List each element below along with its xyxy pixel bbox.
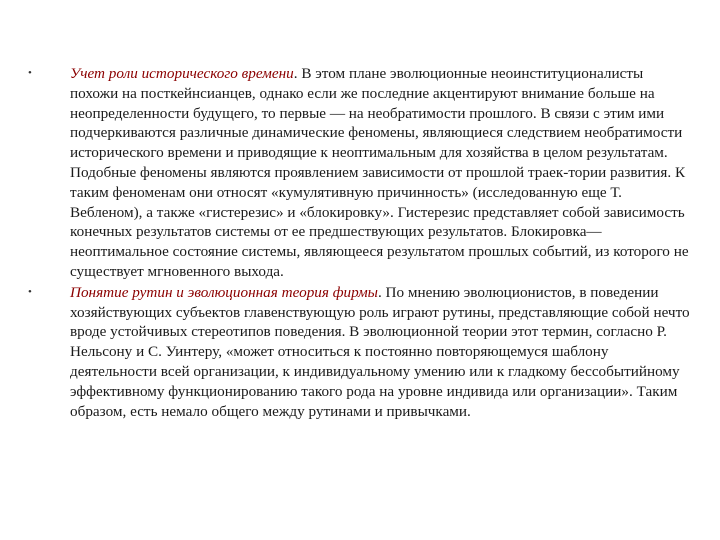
bullet-icon: • — [28, 67, 32, 79]
bullet-list — [28, 64, 690, 421]
bullet-text-historical-time: . В этом плане эволюционные неоинституционалисты похожи на посткейнсианцев, однако если же последние акцентируют внимание больше на неопределенности будущего, то первые — на необратимости прошлого. В связи с этим ими подчеркиваются различные динамические феномены, являющиеся следствием необратимости исторического времени и приводящие к неоптимальным для хозяйства в целом результатам. Подобные феномены являются проявлением зависимости от прошлой траек-тории развития. К таким феноменам они относят «кумулятивную причинность» (исследованную еще Т. Вебленом), а также «гистерезис» и «блокировку». Гистерезис представляет собой зависимость конечных результатов системы от ее предшествующих результатов. Блокировка— неоптимальное состояние системы, являющееся результатом прошлых событий, из которого не существует мгновенного выхода. — [70, 65, 689, 280]
bullet-lead-routines: Понятие рутин и эволюционная теория фирмы — [70, 283, 378, 301]
bullet-lead-historical-time: Учет роли исторического времени — [70, 65, 294, 82]
bullet-text-routines: . По мнению эволюционистов, в поведении хозяйствующих субъектов главенствующую роль играют рутины, представляющие собой нечто вроде устойчивых стереотипов поведения. В эволюционной теории этот термин, согласно Р. Нельсону и С. Уинтеру, «может относиться к постоянно повторяющемуся шаблону деятельности всей организации, к индивидуальному умению или к гладкому бессобытийному эффективному функционированию такого рода на уровне индивида или организации». Таким образом, есть немало общего между рутинами и привычками. — [70, 283, 690, 420]
bullet-icon: • — [28, 285, 32, 298]
bullet-item-routines — [28, 283, 690, 422]
bullet-item-historical-time — [28, 64, 690, 282]
